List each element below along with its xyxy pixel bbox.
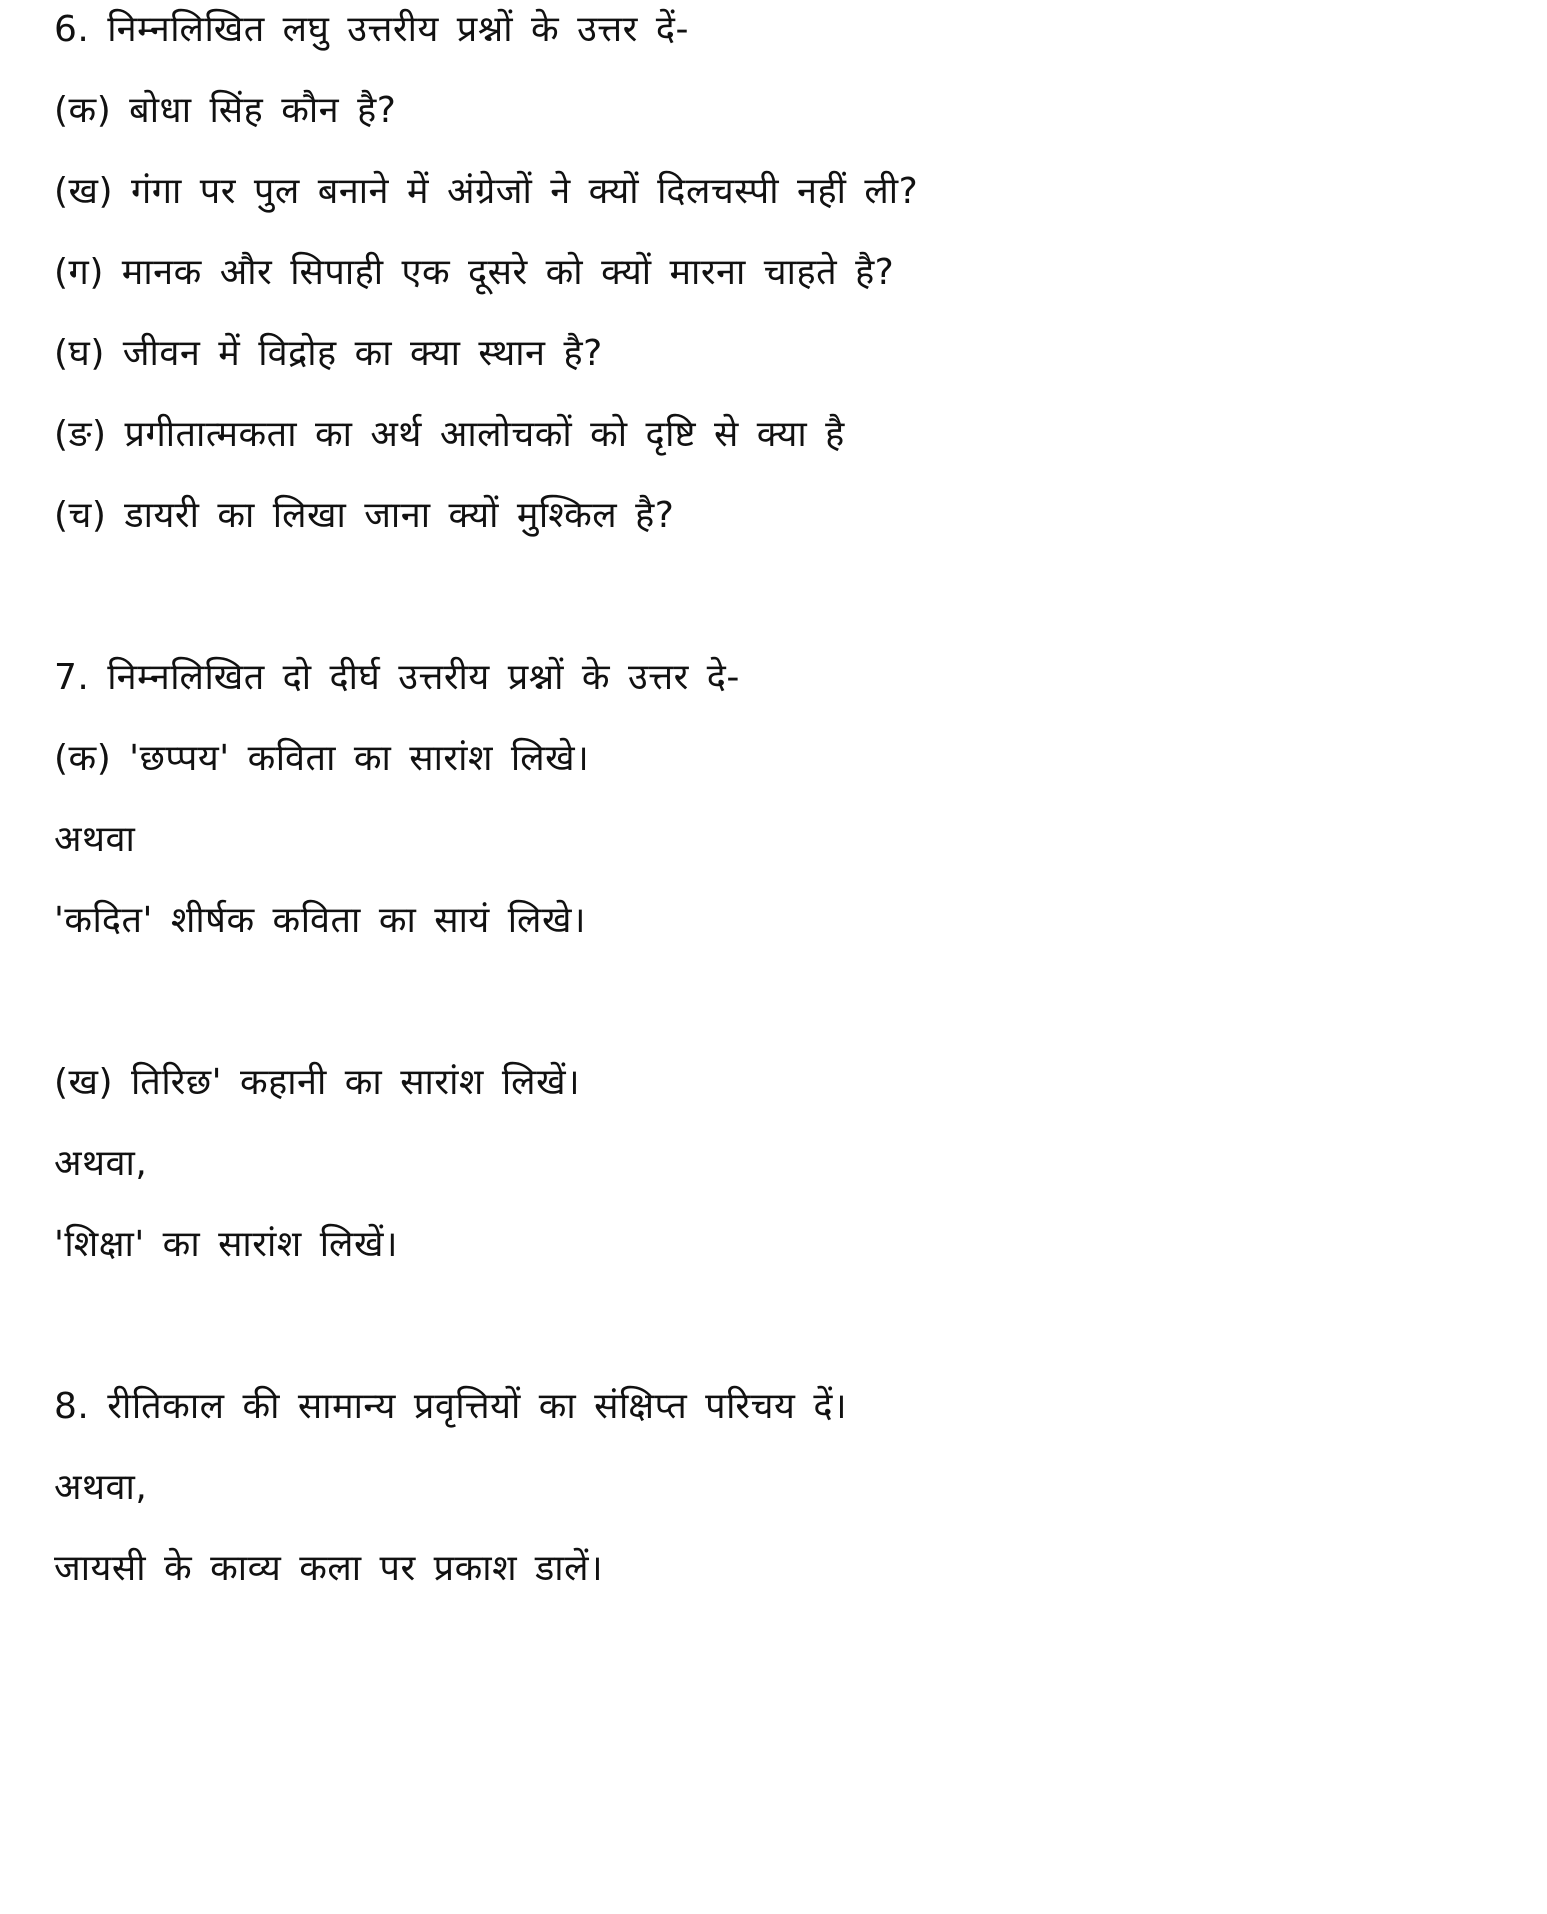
q8-or: अथवा, xyxy=(54,1467,148,1508)
q6-item-gha: (घ) जीवन में विद्रोह का क्या स्थान है? xyxy=(54,333,603,374)
q7-part-b-question: (ख) तिरिछ' कहानी का सारांश लिखें। xyxy=(54,1062,581,1103)
q8-question: 8. रीतिकाल की सामान्य प्रवृत्तियों का संक्षिप्त परिचय दें। xyxy=(54,1386,848,1427)
q6-item-ka: (क) बोधा सिंह कौन है? xyxy=(54,90,397,131)
q8-alternative: जायसी के काव्य कला पर प्रकाश डालें। xyxy=(54,1548,604,1589)
q7-part-b-or: अथवा, xyxy=(54,1143,148,1184)
q7-part-a-alternative: 'कदित' शीर्षक कविता का सायं लिखे। xyxy=(54,900,587,941)
q7-part-a-or: अथवा xyxy=(54,819,136,860)
q7-heading: 7. निम्नलिखित दो दीर्घ उत्तरीय प्रश्नों के उत्तर दे- xyxy=(54,657,740,698)
q6-item-ga: (ग) मानक और सिपाही एक दूसरे को क्यों मारना चाहते है? xyxy=(54,252,895,293)
q6-item-nga: (ङ) प्रगीतात्मकता का अर्थ आलोचकों को दृष्टि से क्या है xyxy=(54,414,845,455)
q7-part-b-alternative: 'शिक्षा' का सारांश लिखें। xyxy=(54,1224,399,1265)
q6-item-kha: (ख) गंगा पर पुल बनाने में अंग्रेजों ने क्यों दिलचस्पी नहीं ली? xyxy=(54,171,919,212)
q7-part-a-question: (क) 'छप्पय' कविता का सारांश लिखे। xyxy=(54,738,590,779)
q6-heading: 6. निम्नलिखित लघु उत्तरीय प्रश्नों के उत्तर दें- xyxy=(54,9,689,50)
q6-item-cha: (च) डायरी का लिखा जाना क्यों मुश्किल है? xyxy=(54,495,675,536)
